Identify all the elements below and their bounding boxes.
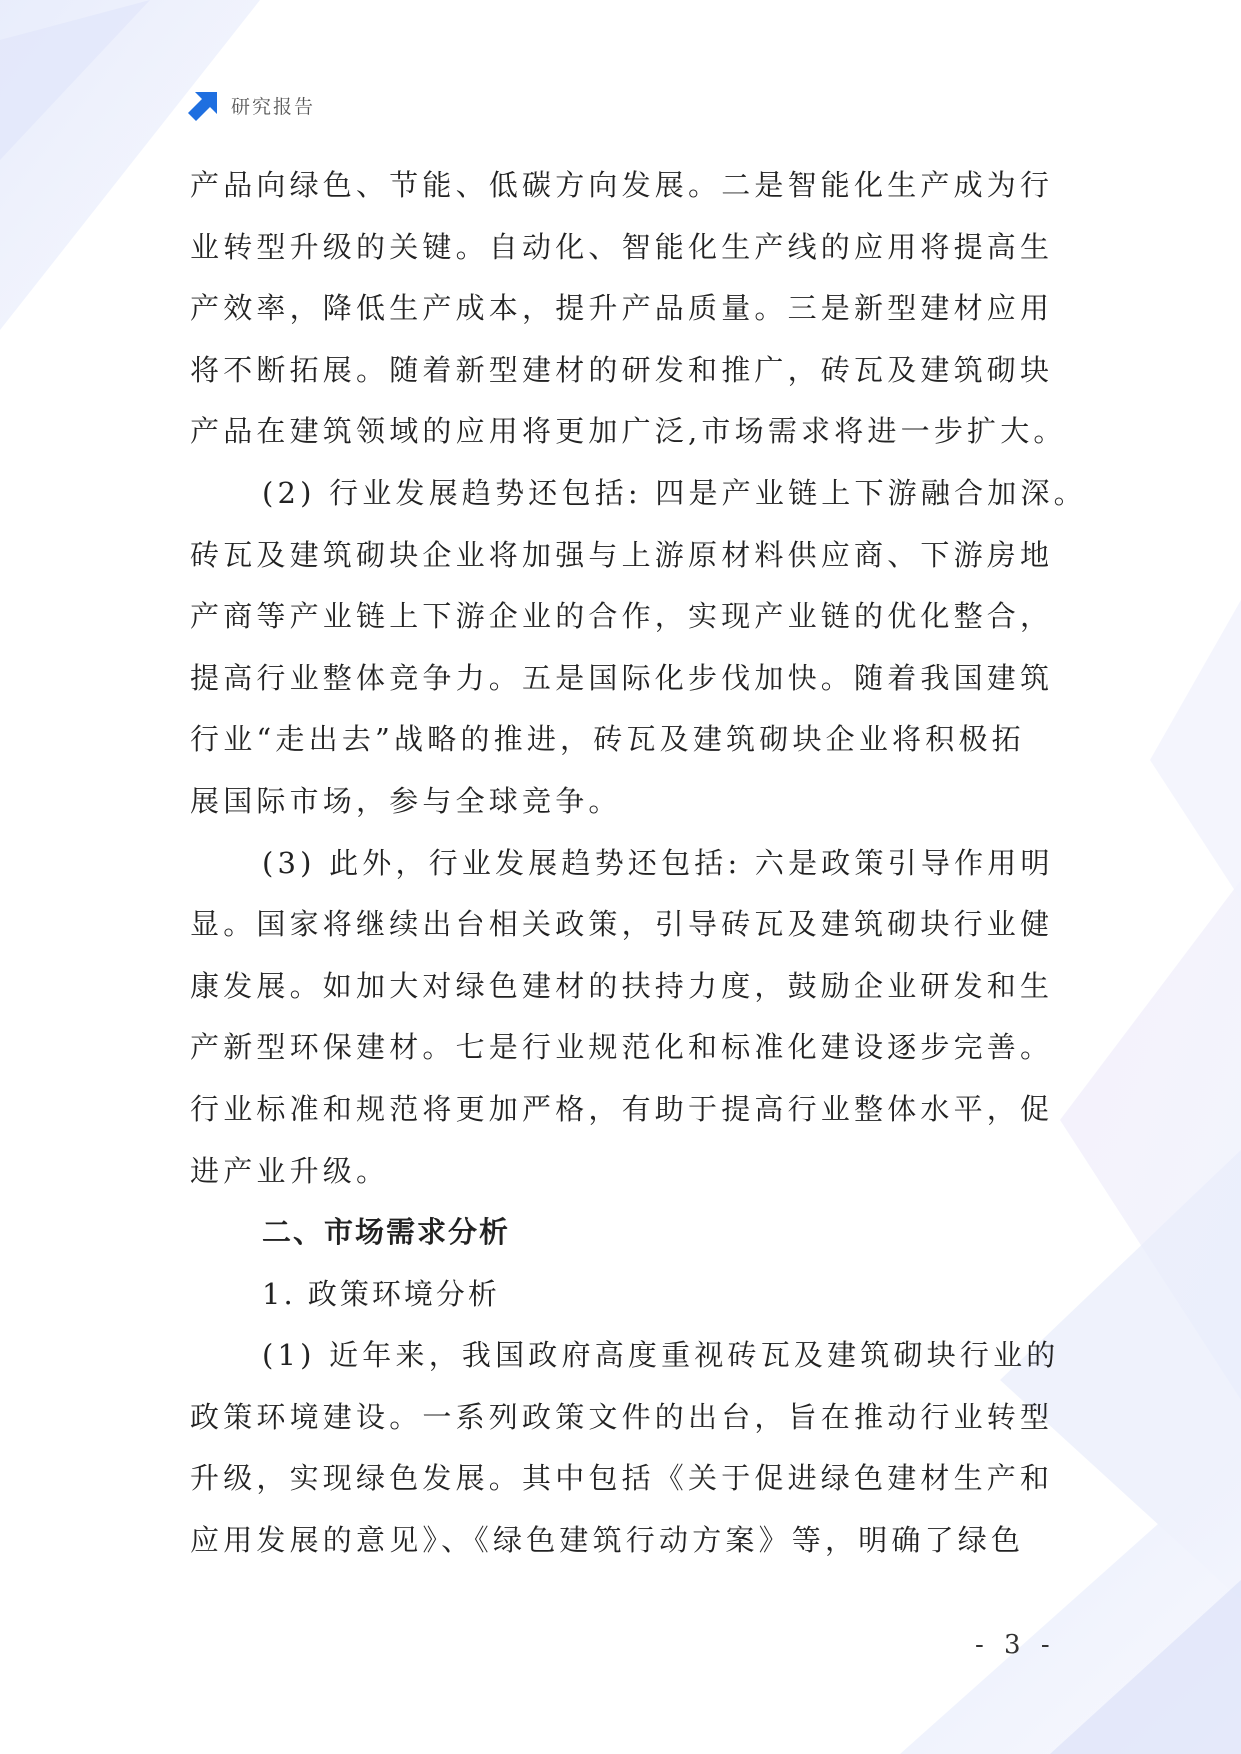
subsection-heading: 1. 政策环境分析 — [262, 1276, 500, 1311]
text-line: 应用发展的意见》、《绿色建筑行动方案》等，明确了绿色 — [190, 1523, 1025, 1558]
document-body — [190, 155, 1087, 1572]
paragraph-4 — [190, 1325, 1070, 1571]
text-line: 进产业升级。 — [190, 1153, 390, 1188]
arrow-up-right-icon — [187, 88, 221, 122]
text-line: 提高行业整体竞争力。五是国际化步伐加快。随着我国建筑 — [190, 660, 1054, 695]
text-line: 产新型环保建材。七是行业规范化和标准化建设逐步完善。 — [190, 1030, 1054, 1065]
report-header — [187, 88, 315, 122]
text-line: 将不断拓展。随着新型建材的研发和推广，砖瓦及建筑砌块 — [190, 352, 1054, 387]
text-line: 砖瓦及建筑砌块企业将加强与上游原材料供应商、下游房地 — [190, 537, 1054, 572]
text-line: 产品在建筑领域的应用将更加广泛,市场需求将进一步扩大。 — [190, 414, 1067, 449]
header-title: 研究报告 — [231, 95, 316, 118]
text-line: (1) 近年来，我国政府高度重视砖瓦及建筑砌块行业的 — [262, 1338, 1060, 1373]
paragraph-3 — [190, 833, 1070, 1203]
text-line: 升级，实现绿色发展。其中包括《关于促进绿色建材生产和 — [190, 1461, 1054, 1496]
text-line: 显。国家将继续出台相关政策，引导砖瓦及建筑砌块行业健 — [190, 907, 1054, 942]
text-line: 康发展。如加大对绿色建材的扶持力度，鼓励企业研发和生 — [190, 968, 1054, 1003]
text-line: 行业“走出去”战略的推进，砖瓦及建筑砌块企业将积极拓 — [190, 722, 1025, 757]
text-line: 产商等产业链上下游企业的合作，实现产业链的优化整合， — [190, 599, 1054, 634]
text-line: 产品向绿色、节能、低碳方向发展。二是智能化生产成为行 — [190, 168, 1054, 202]
text-line: (2) 行业发展趋势还包括: 四是产业链上下游融合加深。 — [262, 475, 1087, 510]
text-line: (3) 此外，行业发展趋势还包括: 六是政策引导作用明 — [262, 845, 1054, 880]
section-heading: 二、市场需求分析 — [262, 1215, 511, 1250]
text-line: 政策环境建设。一系列政策文件的出台，旨在推动行业转型 — [190, 1399, 1054, 1434]
text-line: 产效率，降低生产成本，提升产品质量。三是新型建材应用 — [190, 291, 1054, 326]
text-line: 展国际市场，参与全球竞争。 — [190, 783, 622, 818]
paragraph-1 — [190, 155, 1070, 463]
paragraph-2 — [190, 463, 1087, 833]
text-line: 业转型升级的关键。自动化、智能化生产线的应用将提高生 — [190, 229, 1054, 264]
page-number: - 3 - — [975, 1630, 1056, 1660]
text-line: 行业标准和规范将更加严格，有助于提高行业整体水平，促 — [190, 1091, 1054, 1126]
